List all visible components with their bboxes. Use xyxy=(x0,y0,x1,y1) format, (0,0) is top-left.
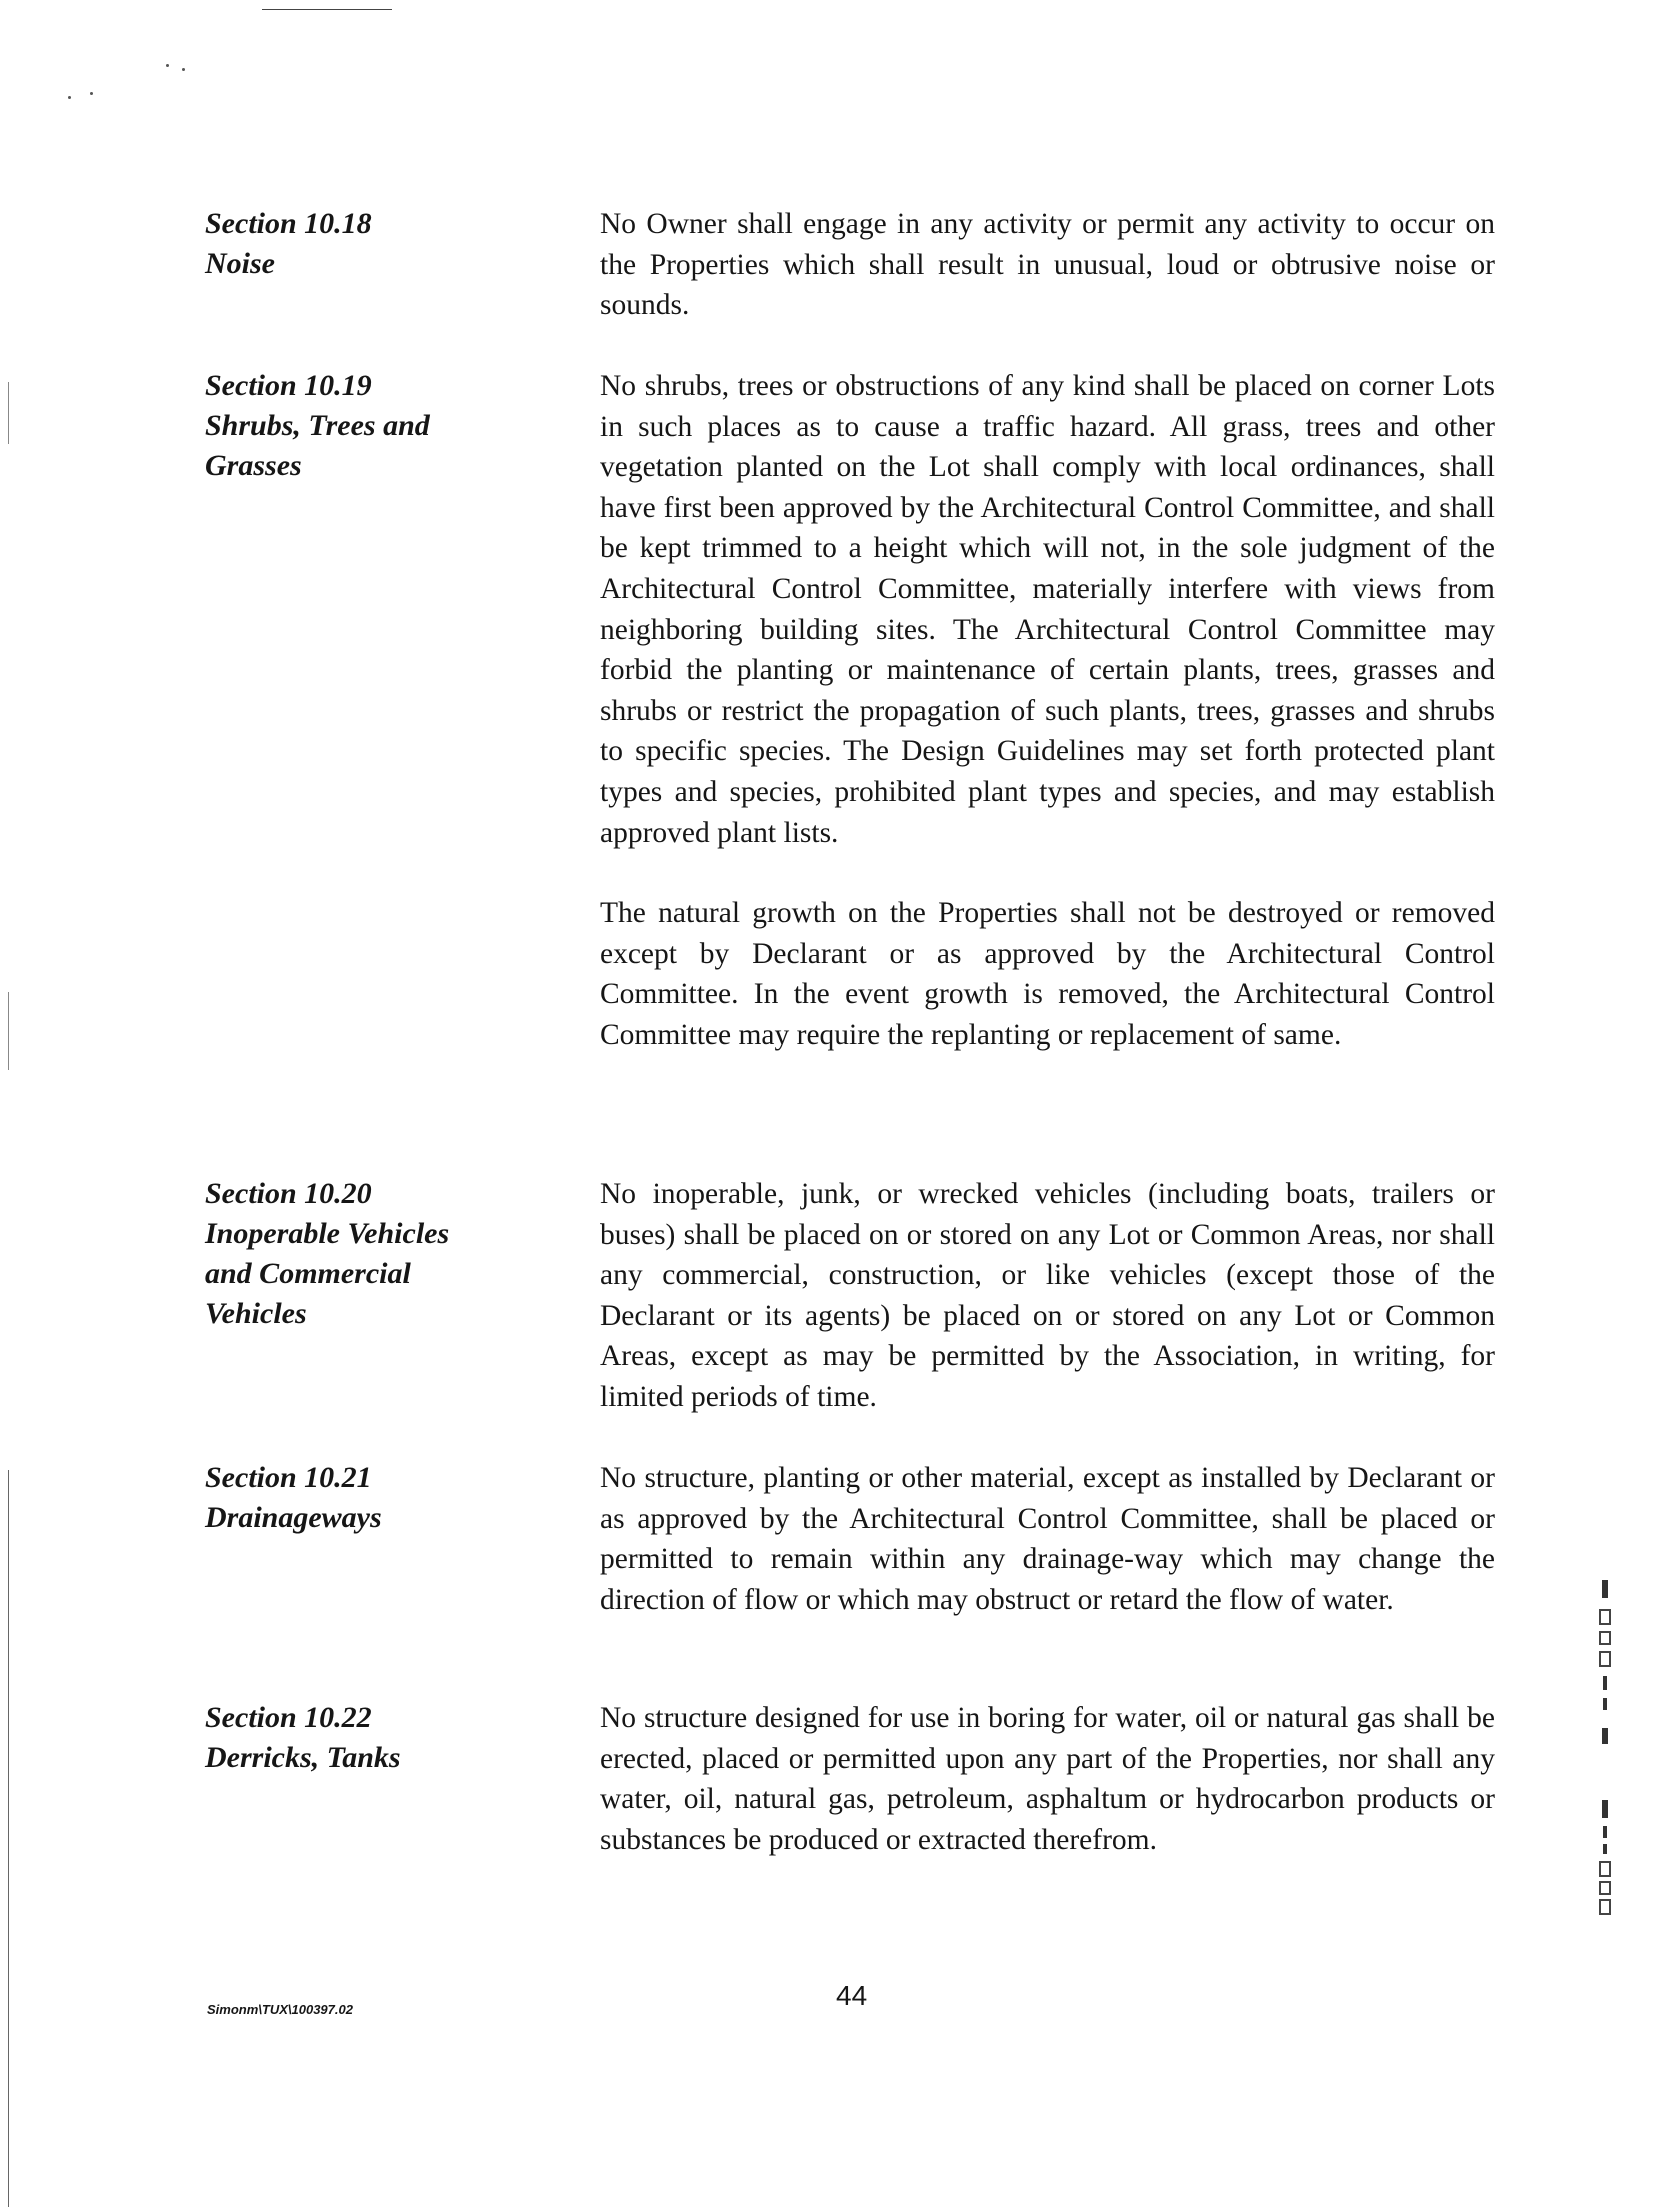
section-paragraph: No inoperable, junk, or wrecked vehicles (including boats, trailers or buses) shall be placed on or stored on any Lot or Common Areas, nor shall any commercial, construction, or like vehicles (except those of the Declarant or its agents) be placed on or stored on any Lot or Common Areas, except as may be permitted by the Association, in writing, for limited periods of time. xyxy=(600,1178,1495,1413)
recording-stamp-icon xyxy=(1592,1580,1622,1770)
section-paragraph: The natural growth on the Properties shall not be destroyed or removed except by Declarant or as approved by the Architectural Control Committee. In the event growth is removed, the Architectural Control Committee may require the replanting or replacement of same. xyxy=(600,897,1495,1051)
section-title-line: Grasses xyxy=(205,449,302,482)
section-heading xyxy=(205,204,565,284)
scan-artifact-speck xyxy=(68,96,71,99)
section-title-line: Vehicles xyxy=(205,1297,307,1330)
scan-artifact-speck xyxy=(166,64,169,67)
scan-artifact-margin-line xyxy=(8,382,9,444)
section-paragraph: No structure designed for use in boring for water, oil or natural gas shall be erected, placed or permitted upon any part of the Properties, nor shall any water, oil, natural gas, petroleum, asphaltum or hydrocarbon products or substances be produced or extracted therefrom. xyxy=(600,1702,1495,1856)
section-title-line: Derricks, Tanks xyxy=(205,1741,401,1774)
section-title-line: Shrubs, Trees and xyxy=(205,409,430,442)
section-paragraph: No shrubs, trees or obstructions of any kind shall be placed on corner Lots in such places as to cause a traffic hazard. All grass, trees and other vegetation planted on the Lot shall comply with local ordinances, shall have first been approved by the Architectural Control Committee, and shall be kept trimmed to a height which will not, in the sole judgment of the Architectural Control Committee, materially interfere with views from neighboring building sites. The Architectural Control Committee may forbid the planting or maintenance of certain plants, trees, grasses and shrubs or restrict the propagation of such plants, trees, grasses and shrubs to specific species. The Design Guidelines may set forth protected plant types and species, prohibited plant types and species, and may establish approved plant lists. xyxy=(600,370,1495,849)
section-number: Section 10.19 xyxy=(205,369,372,402)
section-paragraph: No Owner shall engage in any activity or permit any activity to occur on the Properties which shall result in unusual, loud or obtrusive noise or sounds. xyxy=(600,208,1495,322)
section-number: Section 10.18 xyxy=(205,207,372,240)
section-title-line: and Commercial xyxy=(205,1257,411,1290)
section-number: Section 10.22 xyxy=(205,1701,372,1734)
scan-artifact-margin-line xyxy=(8,1470,9,2207)
section-body xyxy=(600,1174,1495,1418)
section-title-line: Drainageways xyxy=(205,1501,382,1534)
section-number: Section 10.20 xyxy=(205,1177,372,1210)
section-body xyxy=(600,204,1495,326)
scan-artifact-speck xyxy=(90,92,93,95)
section-paragraph: No structure, planting or other material, except as installed by Declarant or as approved by the Architectural Control Committee, shall be placed or permitted to remain within any drainage-way which may change the direction of flow or which may obstruct or retard the flow of water. xyxy=(600,1462,1495,1616)
section-title-line: Noise xyxy=(205,247,275,280)
section-heading xyxy=(205,1698,565,1778)
section-heading xyxy=(205,366,565,486)
scan-artifact-margin-line xyxy=(8,992,9,1070)
scan-artifact-top-line xyxy=(262,9,392,10)
scan-artifact-speck xyxy=(182,68,185,71)
section-number: Section 10.21 xyxy=(205,1461,372,1494)
section-title-line: Inoperable Vehicles xyxy=(205,1217,450,1250)
section-heading xyxy=(205,1458,565,1538)
section-body xyxy=(600,1698,1495,1860)
document-reference: Simonm\TUX\100397.02 xyxy=(207,2002,353,2017)
section-heading xyxy=(205,1174,565,1334)
recording-stamp-icon xyxy=(1592,1780,1622,1970)
section-body xyxy=(600,366,1495,1056)
page-number: 44 xyxy=(836,1980,868,2011)
section-body xyxy=(600,1458,1495,1620)
